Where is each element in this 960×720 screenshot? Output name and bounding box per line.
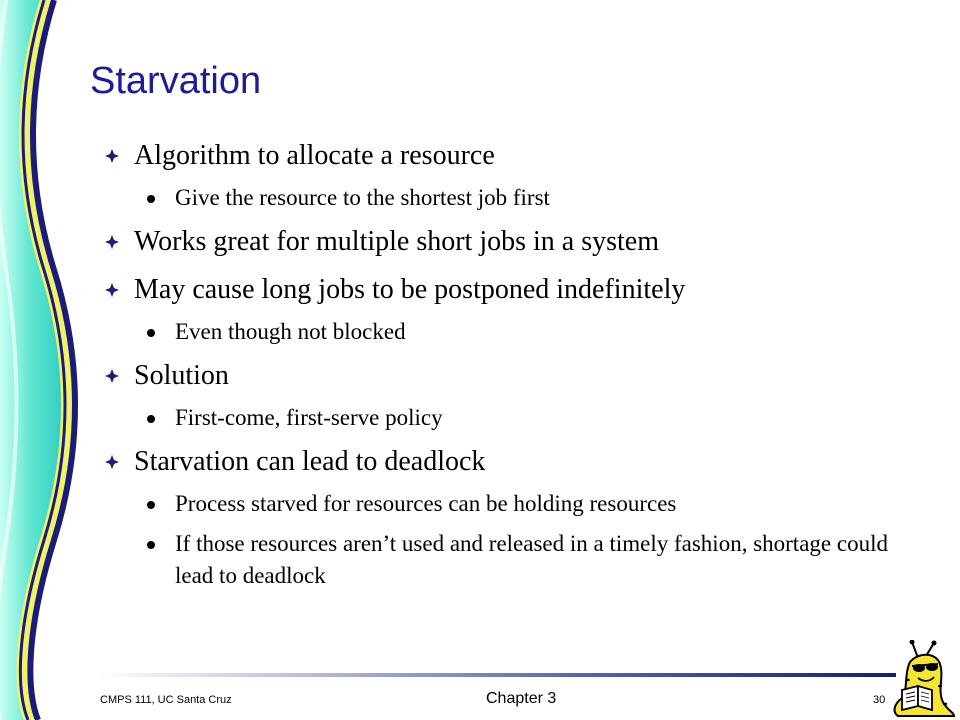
bullet-2 xyxy=(100,222,920,262)
sub-bullet-5-1 xyxy=(100,488,920,520)
banana-slug-icon xyxy=(888,640,956,718)
dot-icon xyxy=(147,415,155,423)
footer-course: CMPS 111, UC Santa Cruz xyxy=(100,694,232,706)
diamond-icon xyxy=(105,369,119,383)
slide-title: Starvation xyxy=(90,60,262,102)
dot-icon xyxy=(147,195,155,203)
dot-icon xyxy=(147,501,155,509)
bullet-1 xyxy=(100,136,920,176)
bullet-5 xyxy=(100,442,920,482)
diamond-icon xyxy=(105,283,119,297)
sub-bullet-1-1 xyxy=(100,182,920,214)
sub-bullet-5-2 xyxy=(100,528,895,592)
sub-bullet-text: Give the resource to the shortest job first xyxy=(175,185,550,210)
dot-icon xyxy=(147,541,155,549)
bullet-text: May cause long jobs to be postponed indefinitely xyxy=(134,274,686,305)
sub-bullet-4-1 xyxy=(100,402,920,434)
dot-icon xyxy=(147,329,155,337)
decorative-wave-border xyxy=(0,0,100,720)
diamond-icon xyxy=(105,149,119,163)
slide-number: 30 xyxy=(873,694,886,706)
diamond-icon xyxy=(105,235,119,249)
bullet-text: Works great for multiple short jobs in a system xyxy=(134,226,659,257)
sub-bullet-3-1 xyxy=(100,316,920,348)
sub-bullet-text: First-come, first-serve policy xyxy=(175,405,443,430)
bullet-4 xyxy=(100,356,920,396)
sub-bullet-text: Even though not blocked xyxy=(175,319,406,344)
bullet-3 xyxy=(100,270,920,310)
diamond-icon xyxy=(105,455,119,469)
bullet-text: Solution xyxy=(134,360,229,391)
sub-bullet-text: Process starved for resources can be holding resources xyxy=(175,491,677,516)
bullet-text: Starvation can lead to deadlock xyxy=(134,446,486,477)
bullet-text: Algorithm to allocate a resource xyxy=(134,140,495,171)
sub-bullet-text: If those resources aren’t used and released in a timely fashion, shortage could lead to deadlock xyxy=(175,531,888,588)
footer-divider xyxy=(96,673,896,677)
footer-chapter: Chapter 3 xyxy=(486,690,557,707)
slide-content xyxy=(100,136,920,600)
